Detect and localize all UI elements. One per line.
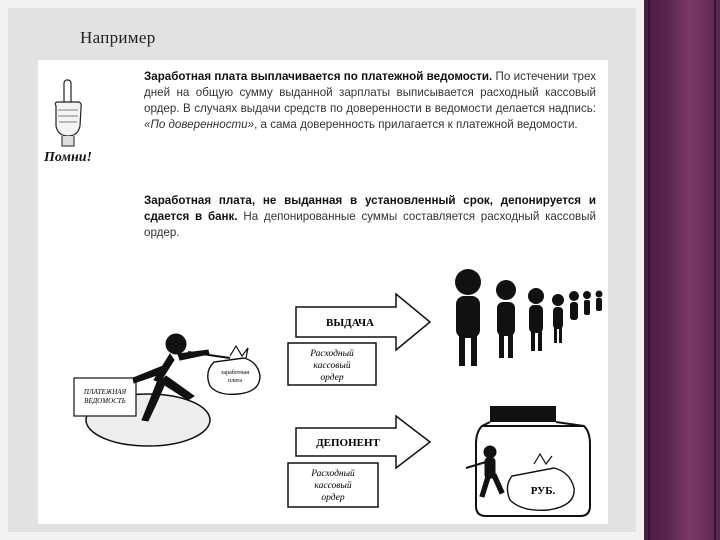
- jar-label: РУБ.: [530, 485, 556, 497]
- ledger-label-line2: ВЕДОМОСТЬ: [84, 397, 126, 405]
- order-bottom-line1: Расходный: [311, 469, 355, 479]
- arrow-issue: [296, 294, 430, 350]
- paragraph-deposit-bold: Заработная плата, не выданная в установленный срок, депонируется и сдается в банк.: [144, 194, 596, 223]
- queue-of-people-icon: [455, 269, 603, 366]
- side-panel-divider-right: [714, 0, 716, 540]
- money-bag-icon: [208, 346, 260, 394]
- payroll-illustration: [38, 60, 608, 524]
- ledger-label-line1: ПЛАТЕЖНАЯ: [83, 388, 127, 396]
- slide-title: Например: [80, 28, 156, 47]
- order-top-line2: кассовый: [313, 361, 351, 371]
- slide-content-image: [38, 60, 608, 524]
- payroll-ledger-document: [74, 378, 136, 416]
- decorative-side-panel: [644, 0, 720, 540]
- expense-order-top: [288, 343, 376, 385]
- paragraph-payroll-italic: «По доверенности»: [144, 118, 255, 131]
- arrow-issue-label: ВЫДАЧА: [326, 317, 374, 329]
- order-bottom-line3: ордер: [321, 493, 345, 503]
- expense-order-bottom: [288, 463, 378, 507]
- paragraph-payroll-body: По истечении трех дней на общую сумму выданной зарплаты выписывается расходный кассовый ордер. В случаях выдачи средств по доверенности в ведомости делается надпись:: [144, 70, 596, 115]
- remember-label: Помни!: [44, 150, 92, 165]
- side-panel-divider: [648, 0, 650, 540]
- paragraph-deposit-body: На депонированные суммы составляется расходный кассовый ордер.: [144, 210, 596, 239]
- bag-label-line1: заработная: [221, 370, 249, 376]
- order-bottom-line2: кассовый: [314, 481, 352, 491]
- paragraph-payroll-end: , а сама доверенность прилагается к платежной ведомости.: [254, 118, 578, 131]
- order-top-line1: Расходный: [310, 349, 354, 359]
- arrow-deposit: [296, 416, 430, 468]
- arrow-deposit-label: ДЕПОНЕНТ: [316, 437, 380, 449]
- bag-label-line2: плата: [227, 378, 243, 384]
- order-top-line3: ордер: [320, 373, 344, 383]
- paragraph-payroll-bold: Заработная плата выплачивается по платежной ведомости.: [144, 70, 493, 83]
